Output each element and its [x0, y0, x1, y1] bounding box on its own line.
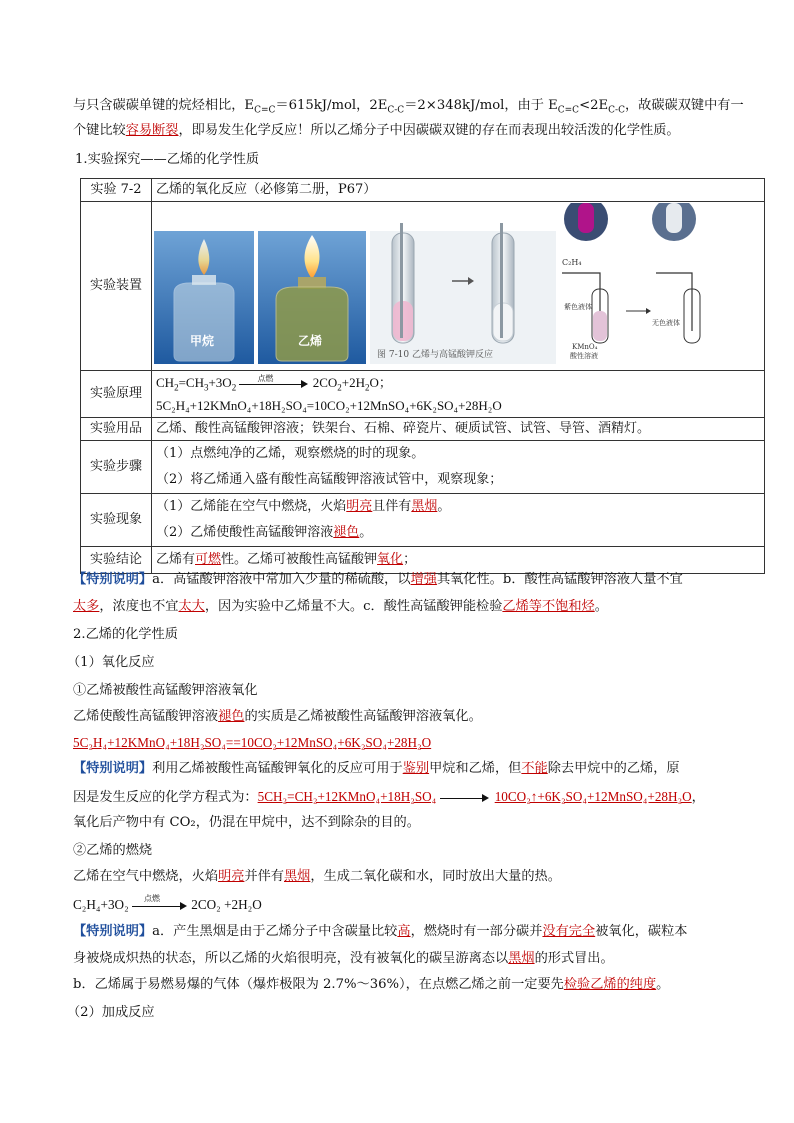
- phenomenon-2: （2）乙烯使酸性高锰酸钾溶液褪色。: [156, 525, 373, 540]
- equation-kmno4: 5C₂H₄+12KMnO₄+18H₂SO₄=10CO₂+12MnSO₄+6K₂SO₄+28H₂O: [156, 398, 502, 413]
- note3-line-1: 【特别说明】a．产生黑烟是由于乙烯分子中含碳量比较高，燃烧时有一部分碳并没有完全被氧化，碳粒本: [73, 924, 688, 939]
- item1-title: ①乙烯被酸性高锰酸钾溶液氧化: [73, 683, 258, 698]
- item1-text: 乙烯使酸性高锰酸钾溶液褪色的实质是乙烯被酸性高锰酸钾溶液氧化。: [73, 709, 482, 724]
- note2-line-2: 因是发生反应的化学方程式为：5CH₂=CH₂+12KMnO₄+18H₂SO₄ 10CO₂↑+6K₂SO₄+12MnSO₄+28H₂O，: [73, 789, 705, 805]
- table-row-principle: [81, 371, 765, 418]
- test-tubes-photo: [370, 223, 556, 364]
- table-row-phenomena: [81, 494, 765, 547]
- svg-text:甲烷: 甲烷: [190, 334, 215, 348]
- row-value: 乙烯的氧化反应（必修第二册，P67）: [152, 179, 765, 202]
- row-label: 实验装置: [81, 202, 152, 371]
- note3-line-2: 身被烧成炽热的状态，所以乙烯的火焰很明亮，没有被氧化的碳呈游离态以黑烟的形式冒出。: [73, 951, 614, 966]
- item2-title: ②乙烯的燃烧: [73, 843, 153, 858]
- note2-line-3: 氧化后产物中有 CO₂，仍混在甲烷中，达不到除杂的目的。: [73, 815, 420, 830]
- row-label: 实验用品: [81, 418, 152, 441]
- ethylene-jar-photo: [258, 231, 366, 364]
- svg-text:乙烯: 乙烯: [298, 334, 323, 348]
- item2-equation: C₂H₄+3O₂ 点燃 2CO₂ +2H₂O: [73, 893, 262, 912]
- table-row-steps: [81, 441, 765, 494]
- svg-text:酸性溶液: 酸性溶液: [570, 352, 598, 360]
- reaction-arrow: 点燃: [132, 900, 188, 912]
- step-2: （2）将乙烯通入盛有酸性高锰酸钾溶液试管中，观察现象；: [156, 472, 503, 487]
- item1-equation: 5C₂H₄+12KMnO₄+18H₂SO₄==10CO₂+12MnSO₄+6K₂SO₄+28H₂O: [73, 735, 432, 750]
- row-value: 乙烯、酸性高锰酸钾溶液；铁架台、石棉、碎瓷片、硬质试管、试管、导管、酒精灯。: [152, 418, 765, 441]
- svg-text:图 7-10 乙烯与高锰酸钾反应: 图 7-10 乙烯与高锰酸钾反应: [377, 350, 493, 360]
- methane-jar-photo: [154, 231, 254, 364]
- note1-line-2: 太多，浓度也不宜太大，因为实验中乙烯量不大。c．酸性高锰酸钾能检验乙烯等不饱和烃。: [73, 599, 608, 614]
- phenomenon-1: （1）乙烯能在空气中燃烧，火焰明亮且伴有黑烟。: [156, 499, 451, 514]
- reaction-diagram: [562, 203, 700, 360]
- row-label: 实验步骤: [81, 441, 152, 494]
- row-label: 实验现象: [81, 494, 152, 547]
- item2-text: 乙烯在空气中燃烧，火焰明亮并伴有黑烟，生成二氧化碳和水，同时放出大量的热。: [73, 869, 561, 884]
- intro-line-1: 与只含碳碳单键的烷烃相比，$E_{C=C}=615kJ$/mol，$2E_{C-C}=2\times 348kJ$/mol，由于 $E_{C=C}<2E_{C-C}$，故碳碳双键中有一: [73, 98, 744, 116]
- section1-title: 1.实验探究——乙烯的化学性质: [75, 152, 260, 167]
- intro-line-2: 个键比较容易断裂，即易发生化学反应！所以乙烯分子中因碳碳双键的存在而表现出较活泼的化学性质。: [73, 123, 680, 138]
- note3-line-3: b．乙烯属于易燃易爆的气体（爆炸极限为 2.7%～36%），在点燃乙烯之前一定要先检验乙烯的纯度。: [73, 977, 670, 992]
- svg-text:紫色液体: 紫色液体: [564, 303, 592, 311]
- reaction-arrow: [440, 792, 490, 804]
- apparatus-images: [152, 203, 764, 369]
- row-value: 乙烯有可燃性。乙烯可被酸性高锰酸钾氧化；: [152, 547, 765, 574]
- svg-text:KMnO₄: KMnO₄: [572, 343, 598, 351]
- subsection-addition: （2）加成反应: [67, 1005, 155, 1020]
- table-row-materials: [81, 418, 765, 441]
- note2-line-1: 【特别说明】利用乙烯被酸性高锰酸钾氧化的反应可用于鉴别甲烷和乙烯，但不能除去甲烷中的乙烯，原: [73, 761, 680, 776]
- row-label: 实验 7-2: [81, 179, 152, 202]
- equation-combustion: $CH_2=CH_3+3O_2$ 点燃 $2CO_2+2H_2O$；: [156, 374, 392, 393]
- svg-text:C₂H₄: C₂H₄: [562, 258, 582, 267]
- reaction-arrow: 点燃: [239, 378, 309, 390]
- row-label: 实验结论: [81, 547, 152, 574]
- note1-line-1: 【特别说明】a．高锰酸钾溶液中常加入少量的稀硫酸，以增强其氧化性。b．酸性高锰酸钾溶液人量不宜: [73, 572, 683, 587]
- experiment-table: [80, 178, 765, 574]
- row-label: 实验原理: [81, 371, 152, 418]
- table-row-apparatus: [81, 202, 765, 371]
- svg-text:无色液体: 无色液体: [652, 319, 680, 327]
- step-1: （1）点燃纯净的乙烯，观察燃烧的时的现象。: [156, 446, 425, 461]
- table-row: [81, 179, 765, 202]
- section2-title: 2.乙烯的化学性质: [73, 627, 178, 642]
- apparatus-illustration: [152, 203, 764, 369]
- subsection-oxidation: （1）氧化反应: [67, 655, 155, 670]
